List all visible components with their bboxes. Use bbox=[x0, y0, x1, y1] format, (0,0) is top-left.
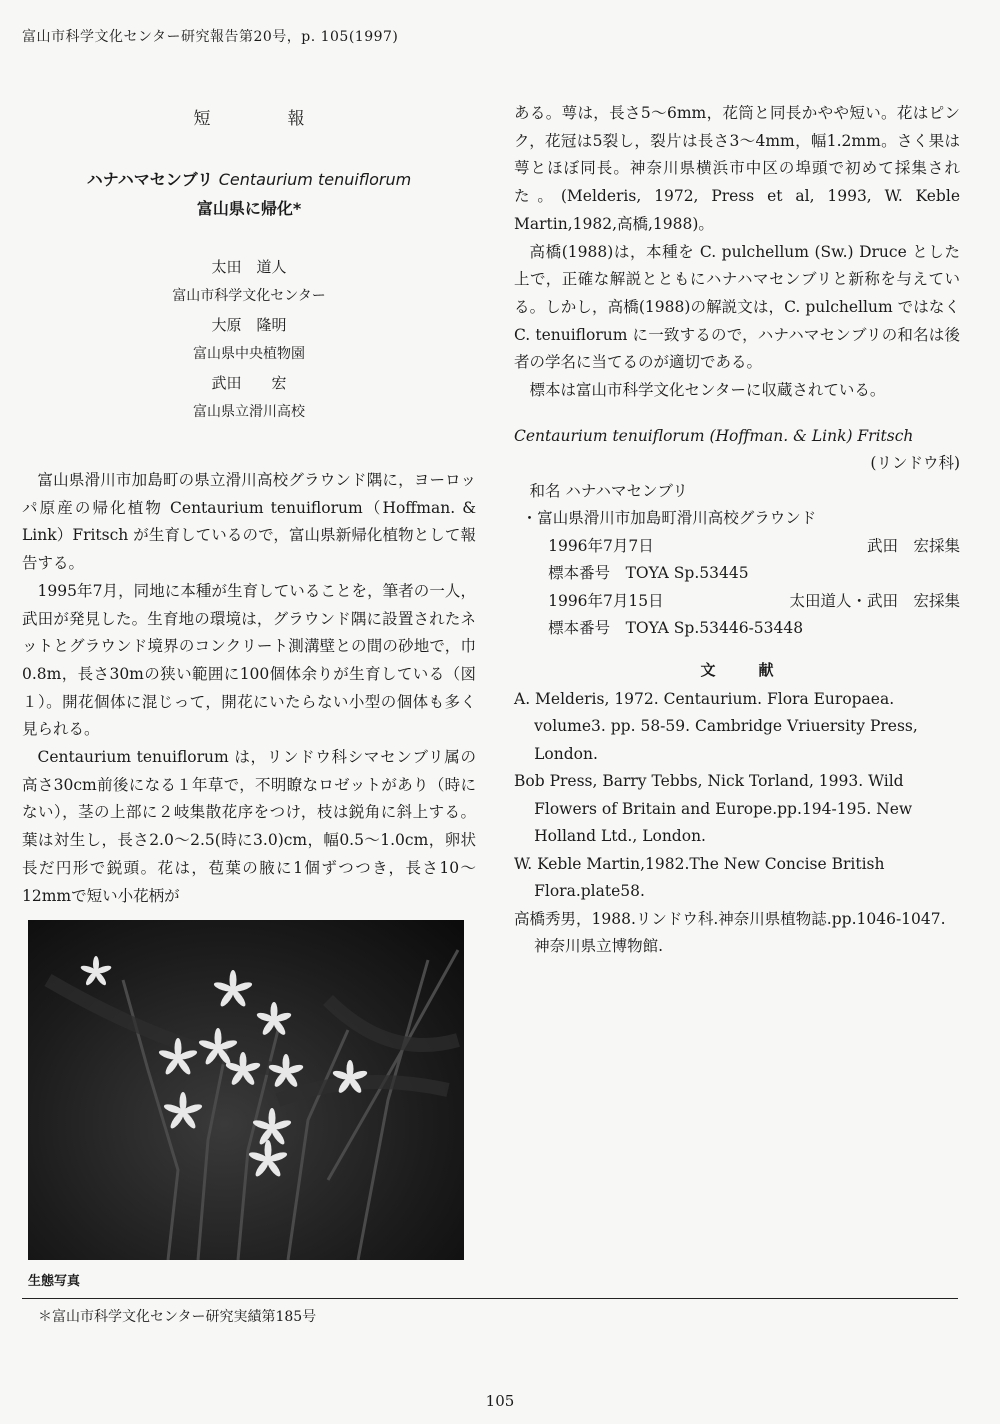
author-name: 大原 隆明 bbox=[211, 316, 287, 334]
specimen-number: 標本番号 TOYA Sp.53446-53448 bbox=[548, 619, 804, 638]
author-name: 武田 宏 bbox=[211, 374, 287, 392]
specimen-locality: ・富山県滑川市加島町滑川高校グラウンド bbox=[521, 509, 817, 528]
article-title bbox=[22, 165, 476, 223]
reference-item: A. Melderis, 1972. Centaurium. Flora Europaea. volume3. pp. 58-59. Cambridge Vriuersity Press, London. bbox=[514, 689, 918, 763]
body-paragraph: 富山県滑川市加島町の県立滑川高校グラウンド隅に，ヨーロッパ原産の帰化植物 Centaurium tenuiflorum（Hoffman. & Link）Fritsch が生育しているので，富山県新帰化植物として報告する。 bbox=[22, 471, 476, 573]
body-paragraph: 1995年7月，同地に本種が生育していることを，筆者の一人，武田が発見した。生育地の環境は，グラウンド隅に設置されたネットとグラウンド境界のコンクリート測溝壁との間の砂地で，巾0.8m，長さ30mの狭い範囲に100個体余りが生育している（図１）。開花個体に混じって，開花にいたらない小型の個体も多く見られる。 bbox=[22, 581, 476, 739]
specimen-family: (リンドウ科) bbox=[870, 454, 960, 473]
body-paragraph: Centaurium tenuiflorum は，リンドウ科シマセンブリ属の高さ30cm前後になる１年草で，不明瞭なロゼットがあり（時にない），茎の上部に２岐集散花序をつけ，枝は鋭角に斜上する。葉は対生し，長さ2.0〜2.5(時に3.0)cm，幅0.5〜1.0cm，卵状長だ円形で鋭頭。花は，苞葉の腋に1個ずつつき，長さ10〜12mmで短い小花柄が bbox=[22, 748, 476, 905]
title-japanese: ハナハマセンブリ bbox=[86, 170, 214, 189]
title-latin: Centaurium tenuiflorum bbox=[218, 170, 412, 189]
references-heading: 文 献 bbox=[700, 660, 788, 679]
reference-item: W. Keble Martin,1982.The New Concise British Flora.plate58. bbox=[514, 854, 885, 901]
author-list bbox=[22, 253, 476, 427]
body-paragraph: 標本は富山市科学文化センターに収蔵されている。 bbox=[529, 381, 886, 400]
right-column bbox=[514, 100, 960, 961]
title-subtitle: 富山県に帰化* bbox=[196, 199, 302, 218]
section-label: 短 報 bbox=[193, 109, 335, 129]
footnote-divider bbox=[22, 1298, 958, 1299]
collection-date: 1996年7月7日 bbox=[548, 536, 654, 555]
author-affiliation: 富山県立滑川高校 bbox=[193, 404, 305, 420]
reference-item: 高橋秀男，1988.リンドウ科.神奈川県植物誌.pp.1046-1047.神奈川県立博物館. bbox=[514, 909, 946, 956]
specimen-collection-row bbox=[548, 588, 960, 616]
author-name: 太田 道人 bbox=[211, 258, 287, 276]
specimen-scientific-name: Centaurium tenuiflorum (Hoffman. & Link) Fritsch bbox=[514, 426, 914, 445]
photo-caption: 生態写真 bbox=[28, 1274, 81, 1289]
specimen-number: 標本番号 TOYA Sp.53445 bbox=[548, 564, 749, 583]
page-number: 105 bbox=[485, 1392, 515, 1410]
reference-item: Bob Press, Barry Tebbs, Nick Torland, 1993. Wild Flowers of Britain and Europe.pp.194-195. New Holland Ltd., London. bbox=[514, 772, 913, 846]
flower-photo-illustration bbox=[28, 920, 464, 1260]
specimen-record bbox=[514, 423, 960, 643]
specimen-collection-row bbox=[548, 533, 960, 561]
body-paragraph: ある。萼は，長さ5〜6mm，花筒と同長かやや短い。花はピンク，花冠は5裂し，裂片は長さ3〜4mm，幅1.2mm。さく果は萼とほぼ同長。神奈川県横浜市中区の埠頭で初めて採集された。(Melderis, 1972, Press et al, 1993, W. Keble Martin,1982,高橋,1988)。 bbox=[514, 104, 960, 233]
collector: 太田道人・武田 宏採集 bbox=[789, 591, 960, 610]
collector: 武田 宏採集 bbox=[866, 536, 960, 555]
author-affiliation: 富山市科学文化センター bbox=[172, 288, 326, 304]
author-affiliation: 富山県中央植物園 bbox=[193, 346, 305, 362]
footnote: ＊富山市科学文化センター研究実績第185号 bbox=[38, 1309, 317, 1325]
running-head: 富山市科学文化センター研究報告第20号，p. 105(1997) bbox=[22, 29, 399, 45]
collection-date: 1996年7月15日 bbox=[548, 591, 664, 610]
habitat-photo bbox=[28, 920, 464, 1260]
body-paragraph: 高橋(1988)は，本種を C. pulchellum (Sw.) Druce とした上で，正確な解説とともにハナハマセンブリと新称を与えている。しかし，高橋(1988)の解説文は，C. pulchellum ではなく C. tenuiflorum に一致するので，ハナハマセンブリの和名は後者の学名に当てるのが適切である。 bbox=[514, 242, 960, 372]
left-column bbox=[22, 100, 476, 910]
specimen-japanese-name: 和名 ハナハマセンブリ bbox=[529, 481, 688, 500]
